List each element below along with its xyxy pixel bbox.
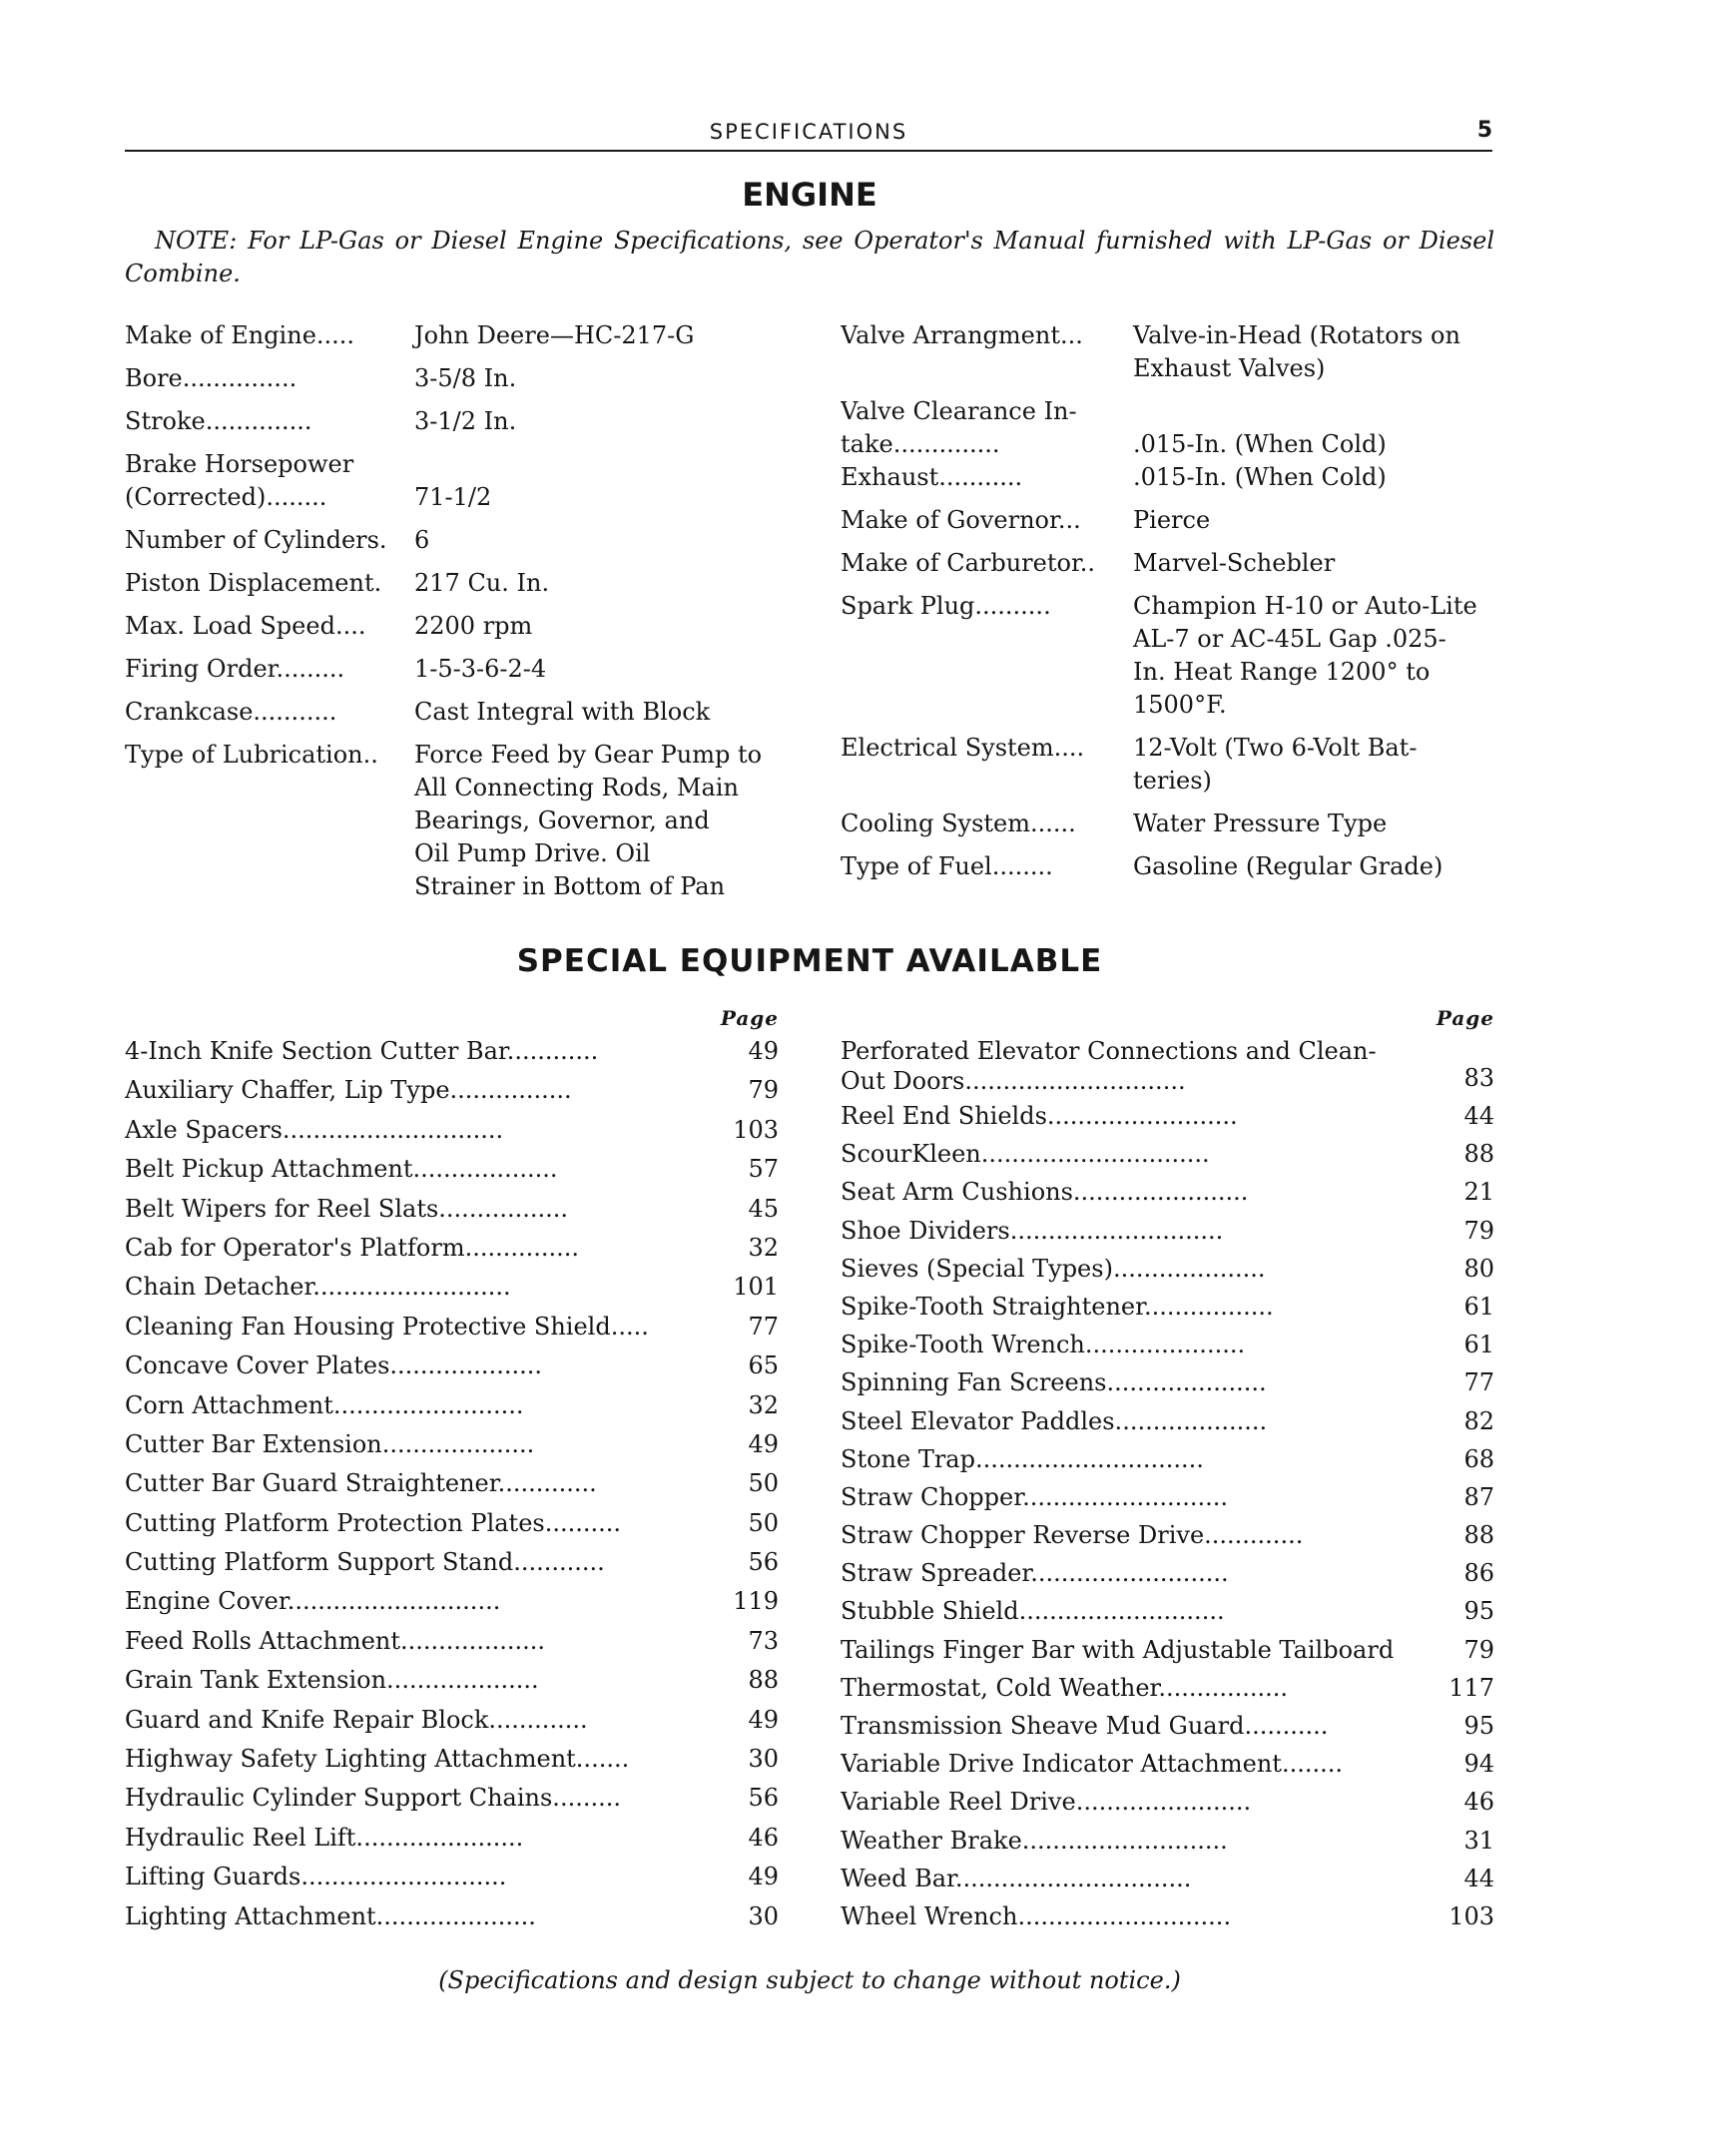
engine-section-title: ENGINE: [742, 176, 877, 214]
equipment-name: Cutting Platform Protection Plates..........: [125, 1508, 622, 1537]
equipment-page: 117: [1448, 1673, 1494, 1702]
equipment-page: 82: [1463, 1406, 1494, 1435]
equipment-item: [125, 1823, 779, 1862]
spec-row: [125, 567, 804, 600]
equipment-name: Variable Drive Indicator Attachment........: [841, 1750, 1343, 1779]
equipment-item: [841, 1787, 1494, 1825]
equipment-name: Cab for Operator's Platform...............: [125, 1233, 580, 1262]
equipment-name: Spike-Tooth Wrench.....................: [841, 1331, 1246, 1359]
equipment-name: Guard and Knife Repair Block.............: [125, 1705, 588, 1734]
equipment-page: 57: [748, 1155, 779, 1184]
equipment-item: [125, 1705, 779, 1744]
equipment-item: [125, 1390, 779, 1429]
spec-value: Marvel-Schebler: [1133, 549, 1336, 577]
spec-label: Make of Carburetor..: [841, 549, 1096, 577]
equipment-name: Reel End Shields.........................: [841, 1102, 1238, 1130]
equipment-name: Cutter Bar Guard Straightener.............: [125, 1469, 597, 1498]
spec-label: Cooling System......: [841, 809, 1076, 837]
spec-label: Bore...............: [125, 364, 297, 392]
equipment-page: 95: [1463, 1712, 1494, 1740]
spec-label: Electrical System....: [841, 734, 1085, 762]
spec-row: [841, 504, 1497, 537]
equipment-page: 77: [748, 1312, 779, 1341]
equipment-page: 49: [748, 1705, 779, 1734]
spec-row: [125, 653, 804, 686]
equipment-page: 30: [748, 1901, 779, 1930]
equipment-item: [841, 1901, 1494, 1939]
equipment-item: [841, 1558, 1494, 1596]
equipment-name: Lighting Attachment.....................: [125, 1901, 536, 1930]
equipment-name: Grain Tank Extension....................: [125, 1666, 539, 1695]
special-equipment-title: SPECIAL EQUIPMENT AVAILABLE: [516, 943, 1103, 979]
equipment-item: [841, 1635, 1494, 1673]
spec-value: 3-5/8 In.: [414, 364, 517, 392]
spec-value: 1-5-3-6-2-4: [414, 655, 547, 683]
equipment-item: [125, 1862, 779, 1900]
equipment-name: Axle Spacers.............................: [125, 1115, 504, 1144]
equipment-name: Shoe Dividers............................: [841, 1216, 1224, 1245]
spec-label: Make of Governor...: [841, 506, 1081, 534]
equipment-item: [841, 1749, 1494, 1787]
equipment-item: [125, 1508, 779, 1547]
equipment-name: Highway Safety Lighting Attachment.......: [125, 1745, 630, 1774]
equipment-page: 73: [748, 1626, 779, 1655]
spec-value: .015-In. (When Cold) .015-In. (When Cold): [1133, 430, 1387, 491]
engine-note: NOTE: For LP-Gas or Diesel Engine Specifications, see Operator's Manual furnished with LP-Gas or Diesel Combine.: [125, 227, 1494, 287]
equipment-page: 94: [1463, 1750, 1494, 1779]
equipment-page: 49: [748, 1863, 779, 1891]
equipment-page: 65: [748, 1351, 779, 1380]
spec-value: Champion H-10 or Auto-Lite AL-7 or AC-45L Gap .025- In. Heat Range 1200° to 1500°F.: [1133, 592, 1477, 719]
spec-row: [125, 362, 804, 395]
spec-label: Number of Cylinders.: [125, 526, 387, 554]
equipment-name: Belt Pickup Attachment...................: [125, 1155, 558, 1184]
footer-disclaimer: (Specifications and design subject to change without notice.): [438, 1966, 1181, 1994]
equipment-name: Steel Elevator Paddles....................: [841, 1406, 1268, 1435]
spec-value: 12-Volt (Two 6-Volt Bat- teries): [1133, 734, 1418, 795]
equipment-name: Spinning Fan Screens.....................: [841, 1368, 1267, 1397]
equipment-item: [125, 1115, 779, 1154]
equipment-name: Corn Attachment.........................: [125, 1390, 524, 1419]
equipment-item: [841, 1711, 1494, 1749]
equipment-item: [841, 1406, 1494, 1444]
equipment-name: Straw Spreader..........................: [841, 1559, 1229, 1588]
spec-value: John Deere—HC-217-G: [414, 321, 695, 349]
spec-value: Water Pressure Type: [1133, 809, 1388, 837]
spec-row: [125, 319, 804, 352]
equipment-name: 4-Inch Knife Section Cutter Bar............: [125, 1037, 599, 1065]
equipment-page: 88: [1463, 1521, 1494, 1550]
equipment-item: [125, 1075, 779, 1114]
page-header: [125, 120, 1492, 152]
equipment-page: 79: [748, 1076, 779, 1105]
spec-row: [125, 610, 804, 643]
engine-specs-right: [841, 319, 1497, 893]
equipment-name: Hydraulic Cylinder Support Chains.........: [125, 1784, 621, 1813]
spec-row: [125, 405, 804, 438]
spec-row: [125, 524, 804, 557]
equipment-name: Weather Brake...........................: [841, 1826, 1228, 1855]
equipment-name: Perforated Elevator Connections and Clean- Out Doors.............................: [841, 1037, 1377, 1095]
equipment-page: 50: [748, 1469, 779, 1498]
equipment-page: 103: [733, 1115, 779, 1144]
equipment-page: 61: [1463, 1292, 1494, 1321]
spec-row: [841, 732, 1497, 798]
equipment-item: [125, 1233, 779, 1272]
equipment-name: Belt Wipers for Reel Slats.................: [125, 1194, 568, 1223]
equipment-page: 21: [1463, 1178, 1494, 1207]
equipment-page: 61: [1463, 1331, 1494, 1359]
equipment-name: Variable Reel Drive.......................: [841, 1788, 1252, 1817]
equipment-item: [841, 1596, 1494, 1634]
spec-label: Brake Horsepower (Corrected)........: [125, 450, 354, 511]
spec-label: Type of Lubrication..: [125, 741, 378, 769]
equipment-item: [841, 1482, 1494, 1520]
spec-row: [125, 739, 804, 903]
equipment-item: [841, 1254, 1494, 1292]
spec-row: [125, 448, 804, 514]
equipment-item: [841, 1520, 1494, 1558]
equipment-name: Transmission Sheave Mud Guard...........: [841, 1712, 1329, 1740]
spec-value: 3-1/2 In.: [414, 407, 517, 435]
equipment-page: 101: [733, 1273, 779, 1302]
equipment-page: 88: [1463, 1140, 1494, 1169]
equipment-page: 46: [748, 1823, 779, 1852]
equipment-item: [125, 1665, 779, 1704]
equipment-item: [841, 1177, 1494, 1215]
spec-value: Cast Integral with Block: [414, 698, 711, 726]
equipment-name: Stone Trap..............................: [841, 1444, 1204, 1473]
equipment-item: [125, 1429, 779, 1468]
equipment-name: Feed Rolls Attachment...................: [125, 1626, 545, 1655]
spec-row: [125, 696, 804, 729]
spec-value: Pierce: [1133, 506, 1211, 534]
spec-row: [841, 807, 1497, 840]
equipment-page: 103: [1448, 1901, 1494, 1930]
spec-label: Valve Arrangment...: [841, 321, 1083, 349]
equipment-item: [125, 1350, 779, 1389]
equipment-name: Tailings Finger Bar with Adjustable Tailboard: [841, 1635, 1395, 1664]
equipment-item: [125, 1901, 779, 1940]
equipment-name: Thermostat, Cold Weather.................: [841, 1673, 1289, 1702]
spec-row: [841, 395, 1497, 494]
equipment-name: Chain Detacher..........................: [125, 1273, 511, 1302]
equipment-page: 79: [1463, 1635, 1494, 1664]
page-column-header: Page: [720, 1006, 779, 1030]
spec-label: Spark Plug..........: [841, 592, 1051, 620]
equipment-item: [841, 1673, 1494, 1711]
equipment-name: Straw Chopper Reverse Drive.............: [841, 1521, 1304, 1550]
spec-value: 2200 rpm: [414, 612, 533, 640]
equipment-list-left: [125, 1006, 779, 1940]
equipment-page: 30: [748, 1745, 779, 1774]
equipment-page: 88: [748, 1666, 779, 1695]
spec-label: Make of Engine.....: [125, 321, 355, 349]
spec-row: [841, 850, 1497, 883]
equipment-page: 56: [748, 1784, 779, 1813]
running-title: SPECIFICATIONS: [709, 120, 908, 144]
equipment-item: [125, 1154, 779, 1193]
equipment-name: Straw Chopper...........................: [841, 1482, 1229, 1511]
equipment-item: [841, 1444, 1494, 1482]
equipment-item: [125, 1468, 779, 1507]
equipment-name: Stubble Shield...........................: [841, 1597, 1225, 1626]
equipment-name: Spike-Tooth Straightener.................: [841, 1292, 1274, 1321]
equipment-item: [841, 1036, 1494, 1101]
spec-label: Crankcase...........: [125, 698, 337, 726]
equipment-item: [841, 1330, 1494, 1367]
equipment-item: [841, 1292, 1494, 1330]
equipment-name: Lifting Guards...........................: [125, 1863, 507, 1891]
page-number: 5: [1476, 118, 1492, 143]
equipment-page: 49: [748, 1037, 779, 1065]
spec-row: [841, 590, 1497, 722]
equipment-item: [841, 1139, 1494, 1177]
equipment-page: 44: [1463, 1864, 1494, 1892]
equipment-page: 44: [1463, 1102, 1494, 1130]
equipment-page: 119: [733, 1587, 779, 1616]
equipment-item: [841, 1826, 1494, 1864]
equipment-item: [841, 1367, 1494, 1405]
equipment-item: [841, 1864, 1494, 1901]
equipment-page: 68: [1463, 1444, 1494, 1473]
equipment-page: 79: [1463, 1216, 1494, 1245]
equipment-page: 32: [748, 1233, 779, 1262]
spec-label: Max. Load Speed....: [125, 612, 366, 640]
spec-row: [841, 547, 1497, 580]
equipment-item: [125, 1312, 779, 1350]
spec-label: Valve Clearance In- take.............. Exhaust...........: [841, 397, 1077, 491]
spec-label: Type of Fuel........: [841, 852, 1053, 880]
equipment-item: [125, 1036, 779, 1075]
spec-value: Gasoline (Regular Grade): [1133, 852, 1444, 880]
spec-row: [841, 319, 1497, 385]
equipment-page: 49: [748, 1429, 779, 1458]
equipment-list-right: [841, 1006, 1494, 1939]
equipment-item: [841, 1216, 1494, 1254]
equipment-name: Cleaning Fan Housing Protective Shield.....: [125, 1312, 649, 1341]
equipment-name: Auxiliary Chaffer, Lip Type................: [125, 1076, 572, 1105]
equipment-name: Cutting Platform Support Stand............: [125, 1548, 605, 1577]
equipment-page: 56: [748, 1548, 779, 1577]
spec-label: Stroke..............: [125, 407, 312, 435]
spec-value: 71-1/2: [414, 483, 492, 511]
spec-value: 6: [414, 526, 430, 554]
equipment-name: Wheel Wrench............................: [841, 1901, 1232, 1930]
equipment-page: 87: [1463, 1482, 1494, 1511]
equipment-name: Sieves (Special Types)....................: [841, 1254, 1266, 1283]
equipment-item: [125, 1272, 779, 1311]
equipment-page: 31: [1463, 1826, 1494, 1855]
equipment-name: Hydraulic Reel Lift......................: [125, 1823, 524, 1852]
spec-label: Firing Order.........: [125, 655, 345, 683]
spec-label: Piston Displacement.: [125, 569, 382, 597]
equipment-item: [125, 1626, 779, 1665]
equipment-item: [841, 1101, 1494, 1139]
equipment-name: Weed Bar...............................: [841, 1864, 1192, 1892]
equipment-name: Cutter Bar Extension....................: [125, 1429, 535, 1458]
equipment-name: ScourKleen..............................: [841, 1140, 1210, 1169]
equipment-item: [125, 1783, 779, 1822]
equipment-name: Engine Cover............................: [125, 1587, 501, 1616]
equipment-name: Seat Arm Cushions.......................: [841, 1178, 1249, 1207]
equipment-page: 46: [1463, 1788, 1494, 1817]
equipment-item: [125, 1744, 779, 1783]
engine-specs-left: [125, 319, 804, 913]
spec-value: 217 Cu. In.: [414, 569, 550, 597]
spec-value: Valve-in-Head (Rotators on Exhaust Valves): [1133, 321, 1460, 382]
equipment-page: 83: [1463, 1064, 1494, 1092]
page-column-header: Page: [1436, 1006, 1494, 1030]
equipment-item: [125, 1194, 779, 1233]
equipment-page: 80: [1463, 1254, 1494, 1283]
equipment-name: Concave Cover Plates....................: [125, 1351, 542, 1380]
equipment-item: [125, 1547, 779, 1586]
equipment-page: 77: [1463, 1368, 1494, 1397]
equipment-page: 50: [748, 1508, 779, 1537]
equipment-page: 86: [1463, 1559, 1494, 1588]
equipment-page: 95: [1463, 1597, 1494, 1626]
equipment-page: 32: [748, 1390, 779, 1419]
spec-value: Force Feed by Gear Pump to All Connecting Rods, Main Bearings, Governor, and Oil Pump Drive. Oil Strainer in Bottom of Pan: [414, 741, 763, 900]
equipment-page: 45: [748, 1194, 779, 1223]
equipment-item: [125, 1586, 779, 1625]
